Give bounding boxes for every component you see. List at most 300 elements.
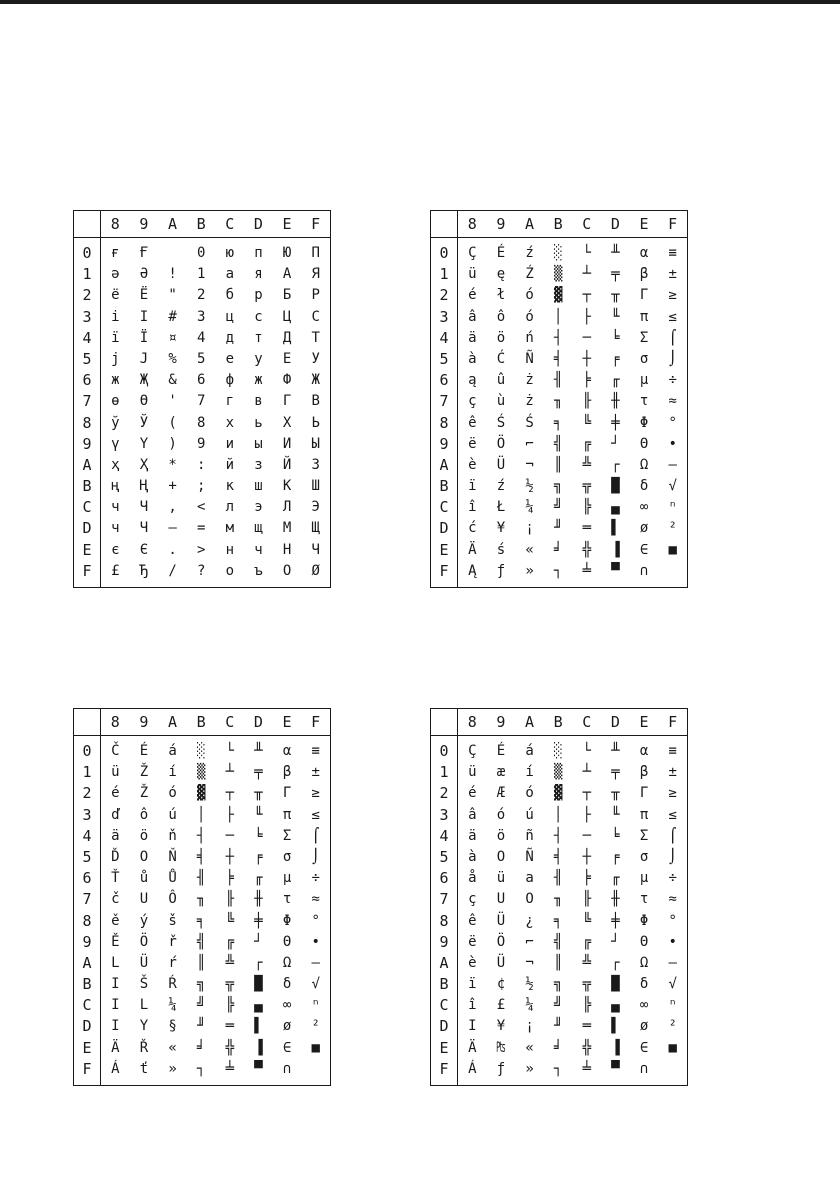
character-cell: ď (111, 806, 120, 823)
character-cell: ⌠ (668, 329, 677, 346)
character-cell: ┤ (553, 329, 563, 346)
character-cell: √ (668, 976, 677, 993)
character-cell: Ü (496, 912, 506, 929)
column-header: 9 (496, 215, 506, 233)
character-cell: ╣ (196, 933, 206, 950)
character-cell: ½ (525, 976, 534, 993)
character-cell: в (254, 393, 263, 410)
character-cell: í (525, 764, 534, 781)
character-cell: ∞ (639, 499, 649, 516)
character-cell: █ (611, 976, 620, 993)
character-cell: Є (139, 541, 149, 558)
row-header: A (439, 455, 449, 474)
character-cell: ä (468, 827, 477, 844)
character-cell: ü (468, 266, 477, 283)
character-cell: ▐ (611, 1039, 620, 1056)
character-cell: Ř (139, 1039, 149, 1056)
character-cell: ≤ (311, 806, 320, 823)
column-header: B (196, 215, 206, 233)
character-cell: ø (639, 520, 649, 537)
character-cell: ŕ (168, 954, 177, 971)
character-cell: ° (668, 414, 677, 431)
character-cell: â (468, 806, 477, 823)
character-cell: ╫ (254, 891, 263, 908)
character-cell: ╜ (553, 520, 563, 537)
character-cell: ь (254, 414, 263, 431)
character-cell: ▒ (553, 764, 563, 781)
character-cell: Т (311, 329, 320, 346)
character-cell: ң (111, 478, 120, 495)
row-headers (74, 238, 100, 587)
row-header: 8 (439, 413, 449, 432)
character-cell: Д (282, 329, 292, 346)
character-cell: ╬ (582, 541, 592, 558)
character-cell: æ (496, 764, 506, 781)
column-header: C (582, 215, 592, 233)
character-cell: Ç (468, 743, 477, 759)
character-cell: ┘ (254, 933, 263, 950)
character-cell: ó (168, 785, 177, 802)
character-cell: Ě (111, 933, 120, 950)
character-cell: μ (639, 372, 649, 389)
column-header: A (525, 215, 535, 233)
character-cell: ² (311, 1018, 320, 1035)
code-page-table-3 (73, 708, 331, 1086)
character-cell: ż (525, 372, 534, 389)
column-header: C (582, 713, 592, 731)
character-cell: # (168, 308, 177, 325)
character-cell: Σ (639, 329, 649, 346)
character-cell: £ (496, 997, 506, 1014)
character-cell: ü (468, 764, 477, 781)
character-cell: ┐ (553, 1060, 563, 1077)
character-cell: ╟ (582, 891, 592, 908)
row-header: 6 (439, 371, 449, 390)
character-cell: ╖ (196, 891, 206, 908)
row-header: 2 (82, 286, 92, 305)
column-header: C (225, 713, 235, 731)
character-cell: – (668, 456, 677, 473)
code-page-table-1 (73, 210, 331, 588)
row-header: 5 (82, 847, 92, 866)
character-cell: ╦ (582, 976, 592, 993)
column-header: A (168, 713, 178, 731)
row-header: B (82, 975, 92, 994)
character-cell: ü (111, 764, 120, 781)
character-cell: ғ (111, 245, 120, 261)
character-cell: ╕ (196, 912, 206, 929)
character-cell: ť (139, 1060, 149, 1077)
character-cell: у (254, 350, 263, 367)
character-cell: . (168, 541, 177, 558)
character-cell: Ђ (139, 562, 149, 579)
character-cell: ├ (582, 308, 592, 325)
character-cell: █ (611, 478, 620, 495)
character-cell: & (168, 372, 177, 389)
character-cell: ╬ (582, 1039, 592, 1056)
column-header: 9 (496, 713, 506, 731)
character-cell: • (311, 933, 320, 950)
character-cell: г (225, 393, 235, 410)
character-cell: π (639, 308, 649, 325)
character-cell: ╖ (553, 393, 563, 410)
character-grid (101, 736, 330, 1085)
character-cell: O (139, 848, 149, 865)
character-cell: ö (139, 827, 149, 844)
character-cell: I (468, 1018, 477, 1035)
character-cell: б (225, 287, 235, 304)
character-cell: Φ (282, 912, 292, 929)
character-cell: % (168, 350, 177, 367)
character-cell: ▓ (196, 785, 206, 802)
row-header: C (82, 996, 92, 1015)
character-cell: ć (468, 520, 477, 537)
character-cell: ÷ (311, 870, 320, 887)
character-cell: ╨ (254, 743, 263, 759)
row-header: 3 (439, 805, 449, 824)
character-cell: j (111, 350, 120, 367)
character-cell: ² (668, 1018, 677, 1035)
character-cell: ┴ (582, 764, 592, 781)
character-cell: к (225, 478, 235, 495)
character-grid (458, 736, 687, 1085)
character-cell: Ć (496, 350, 506, 367)
character-cell: ⌡ (668, 350, 677, 367)
character-cell: Ү (139, 435, 149, 452)
character-cell: є (111, 541, 120, 558)
character-cell: Ö (139, 933, 149, 950)
character-cell: ¼ (525, 499, 534, 516)
character-cell: ╙ (611, 806, 620, 823)
character-cell: ╢ (196, 870, 206, 887)
row-header: 8 (439, 911, 449, 930)
character-cell: ê (468, 414, 477, 431)
column-header: 9 (139, 215, 149, 233)
column-header: 8 (110, 713, 120, 731)
character-cell: ¬ (525, 456, 534, 473)
row-header: 3 (82, 307, 92, 326)
character-cell: ⌐ (525, 933, 534, 950)
character-cell: ё (111, 287, 120, 304)
row-header: C (439, 498, 449, 517)
row-header: 7 (439, 392, 449, 411)
character-cell: Ω (639, 456, 649, 473)
character-cell: ¢ (496, 976, 506, 993)
character-cell: ╩ (225, 954, 235, 971)
character-cell: ½ (525, 478, 534, 495)
character-cell: ¡ (525, 520, 534, 537)
character-cell: ╪ (611, 912, 620, 929)
character-cell: ╘ (611, 329, 620, 346)
character-cell: ▄ (254, 997, 263, 1014)
character-cell: Σ (639, 827, 649, 844)
character-cell: σ (282, 848, 292, 865)
character-cell: τ (639, 393, 649, 410)
character-cell: Θ (282, 933, 292, 950)
character-cell: ; (196, 478, 206, 495)
character-cell: е (225, 350, 235, 367)
character-cell: └ (225, 743, 235, 759)
column-headers (458, 709, 687, 735)
column-header: E (639, 713, 649, 731)
character-cell: ╡ (553, 848, 563, 865)
row-header: A (82, 455, 92, 474)
character-cell: ╢ (553, 870, 563, 887)
character-cell: β (282, 764, 292, 781)
character-cell: и (225, 435, 235, 452)
character-cell: ê (468, 912, 477, 929)
character-cell: П (311, 245, 320, 261)
character-cell: ≤ (668, 308, 677, 325)
character-cell: ° (668, 912, 677, 929)
character-cell: É (496, 245, 506, 261)
character-cell: Ў (139, 414, 149, 431)
row-header: F (439, 561, 449, 580)
row-header: C (82, 498, 92, 517)
character-grid (101, 238, 330, 587)
character-cell: U (139, 891, 149, 908)
character-cell: ╜ (553, 1018, 563, 1035)
character-cell: 9 (196, 435, 206, 452)
column-header: F (668, 713, 678, 731)
character-cell: ╬ (225, 1039, 235, 1056)
character-cell: δ (639, 478, 649, 495)
character-cell: └ (582, 743, 592, 759)
character-cell: з (254, 456, 263, 473)
character-cell: ° (311, 912, 320, 929)
character-cell: ) (168, 435, 177, 452)
character-cell: « (168, 1039, 177, 1056)
character-cell: δ (639, 976, 649, 993)
character-cell: ┘ (611, 435, 620, 452)
character-cell: 4 (196, 329, 206, 346)
character-cell: ▌ (611, 520, 620, 537)
character-cell: ╓ (611, 372, 620, 389)
row-header: 1 (439, 763, 449, 782)
character-cell: ║ (553, 456, 563, 473)
column-headers (458, 211, 687, 237)
character-cell: ┴ (225, 764, 235, 781)
character-cell: ö (496, 827, 506, 844)
character-cell: Җ (139, 372, 149, 389)
character-cell: ö (496, 329, 506, 346)
row-header: 8 (82, 911, 92, 930)
character-cell: ╥ (254, 785, 263, 802)
character-cell: Γ (639, 287, 649, 304)
row-header: 6 (439, 869, 449, 888)
character-cell: ç (468, 393, 477, 410)
character-cell: ! (168, 266, 177, 283)
character-cell: ë (468, 435, 477, 452)
character-cell: ░ (553, 743, 563, 759)
character-cell: │ (553, 308, 563, 325)
character-cell: š (168, 912, 177, 929)
character-cell: Σ (282, 827, 292, 844)
character-cell: ∈ (639, 541, 649, 558)
character-cell: э (254, 499, 263, 516)
character-cell: Ô (168, 891, 177, 908)
row-headers (431, 736, 457, 1085)
character-cell: ≥ (668, 785, 677, 802)
character-cell: Ж (311, 372, 320, 389)
character-cell: √ (668, 478, 677, 495)
character-cell: Ñ (525, 350, 534, 367)
row-header: 9 (82, 434, 92, 453)
character-cell: Æ (496, 785, 506, 802)
character-cell: ╞ (225, 870, 235, 887)
character-cell: ╛ (196, 1039, 206, 1056)
character-cell: ж (254, 372, 263, 389)
character-cell: ў (111, 414, 120, 431)
character-cell: – (311, 954, 320, 971)
character-cell: ї (111, 329, 120, 346)
character-cell: ц (225, 308, 235, 325)
character-cell: α (282, 743, 292, 759)
character-cell: ┬ (582, 785, 592, 802)
character-cell: ╕ (553, 414, 563, 431)
character-cell: û (496, 372, 506, 389)
row-header: 2 (82, 784, 92, 803)
character-cell: ╦ (225, 976, 235, 993)
character-cell: ó (525, 785, 534, 802)
character-cell: ⌡ (311, 848, 320, 865)
row-header: A (82, 953, 92, 972)
character-cell: ą (468, 372, 477, 389)
row-header: D (439, 519, 449, 538)
character-cell: ╟ (225, 891, 235, 908)
character-cell: ┴ (582, 266, 592, 283)
character-cell: М (282, 520, 292, 537)
row-header: 3 (82, 805, 92, 824)
character-cell: ▀ (611, 562, 620, 579)
character-cell: ô (139, 806, 149, 823)
character-cell: Ш (311, 478, 320, 495)
character-cell: Ч (311, 541, 320, 558)
character-cell: I (111, 997, 120, 1014)
character-cell: я (254, 266, 263, 283)
character-cell: + (168, 478, 177, 495)
character-cell: Á (468, 1060, 477, 1077)
character-cell: Ö (496, 435, 506, 452)
character-cell: ▌ (611, 1018, 620, 1035)
character-cell: ⌠ (311, 827, 320, 844)
character-cell: д (225, 329, 235, 346)
character-cell: ± (668, 266, 677, 283)
row-header: F (82, 1059, 92, 1078)
character-cell: ╡ (196, 848, 206, 865)
character-cell: â (468, 308, 477, 325)
character-cell: ä (468, 329, 477, 346)
character-cell: τ (282, 891, 292, 908)
character-cell: ▄ (611, 499, 620, 516)
row-header: 1 (439, 265, 449, 284)
column-header: 8 (467, 215, 477, 233)
character-cell: Š (139, 976, 149, 993)
character-cell: І (139, 308, 149, 325)
character-cell: Ө (139, 393, 149, 410)
character-cell: ù (496, 393, 506, 410)
row-header: 2 (439, 784, 449, 803)
row-header: 4 (82, 328, 92, 347)
character-cell: ө (111, 393, 120, 410)
character-cell: Ñ (525, 848, 534, 865)
character-cell: ⌠ (668, 827, 677, 844)
character-cell: ł (496, 287, 506, 304)
character-grid (458, 238, 687, 587)
character-cell: ï (468, 976, 477, 993)
character-cell: » (525, 562, 534, 579)
character-cell: , (168, 499, 177, 516)
column-header: B (553, 713, 563, 731)
character-cell: α (639, 245, 649, 261)
character-cell: " (168, 287, 177, 304)
character-cell: │ (196, 806, 206, 823)
character-cell: ƒ (496, 1060, 506, 1077)
character-cell: ┼ (582, 848, 592, 865)
top-rule (0, 0, 840, 4)
character-cell: ╫ (611, 891, 620, 908)
character-cell: ╪ (254, 912, 263, 929)
character-cell: ? (196, 562, 206, 579)
character-cell: ╤ (611, 266, 620, 283)
character-cell: ┌ (254, 954, 263, 971)
character-cell: ä (111, 827, 120, 844)
character-cell: « (525, 1039, 534, 1056)
column-headers (101, 709, 330, 735)
character-cell: ╔ (582, 435, 592, 452)
row-header: E (439, 540, 449, 559)
character-cell: • (668, 933, 677, 950)
character-cell: К (282, 478, 292, 495)
character-cell: ч (111, 499, 120, 516)
character-cell: ╔ (225, 933, 235, 950)
character-cell: ⁿ (311, 997, 320, 1014)
character-cell: î (468, 499, 477, 516)
character-cell: £ (111, 562, 120, 579)
character-cell: Ä (468, 1039, 477, 1056)
column-header: E (639, 215, 649, 233)
character-cell: 5 (196, 350, 206, 367)
character-cell: Ç (468, 245, 477, 261)
character-cell: ≈ (668, 393, 677, 410)
character-cell: Θ (639, 435, 649, 452)
character-cell: – (668, 954, 677, 971)
row-header: 4 (439, 826, 449, 845)
row-header: F (82, 561, 92, 580)
character-cell: Φ (639, 414, 649, 431)
character-cell: π (639, 806, 649, 823)
character-cell: ╪ (611, 414, 620, 431)
character-cell: Ф (282, 372, 292, 389)
character-cell: ∈ (639, 1039, 649, 1056)
character-cell: ╧ (582, 562, 592, 579)
character-cell: Θ (639, 933, 649, 950)
row-header: E (82, 540, 92, 559)
character-cell: > (196, 541, 206, 558)
character-cell: ┐ (553, 562, 563, 579)
character-cell: ю (225, 245, 235, 261)
character-cell: х (225, 414, 235, 431)
character-cell: ╫ (611, 393, 620, 410)
character-cell: Ä (111, 1039, 120, 1056)
character-cell: σ (639, 848, 649, 865)
row-header: E (82, 1038, 92, 1057)
column-header: F (311, 713, 321, 731)
character-cell: ═ (582, 1018, 592, 1035)
character-cell: ¼ (168, 997, 177, 1014)
character-cell (301, 1059, 330, 1080)
character-cell: » (525, 1060, 534, 1077)
